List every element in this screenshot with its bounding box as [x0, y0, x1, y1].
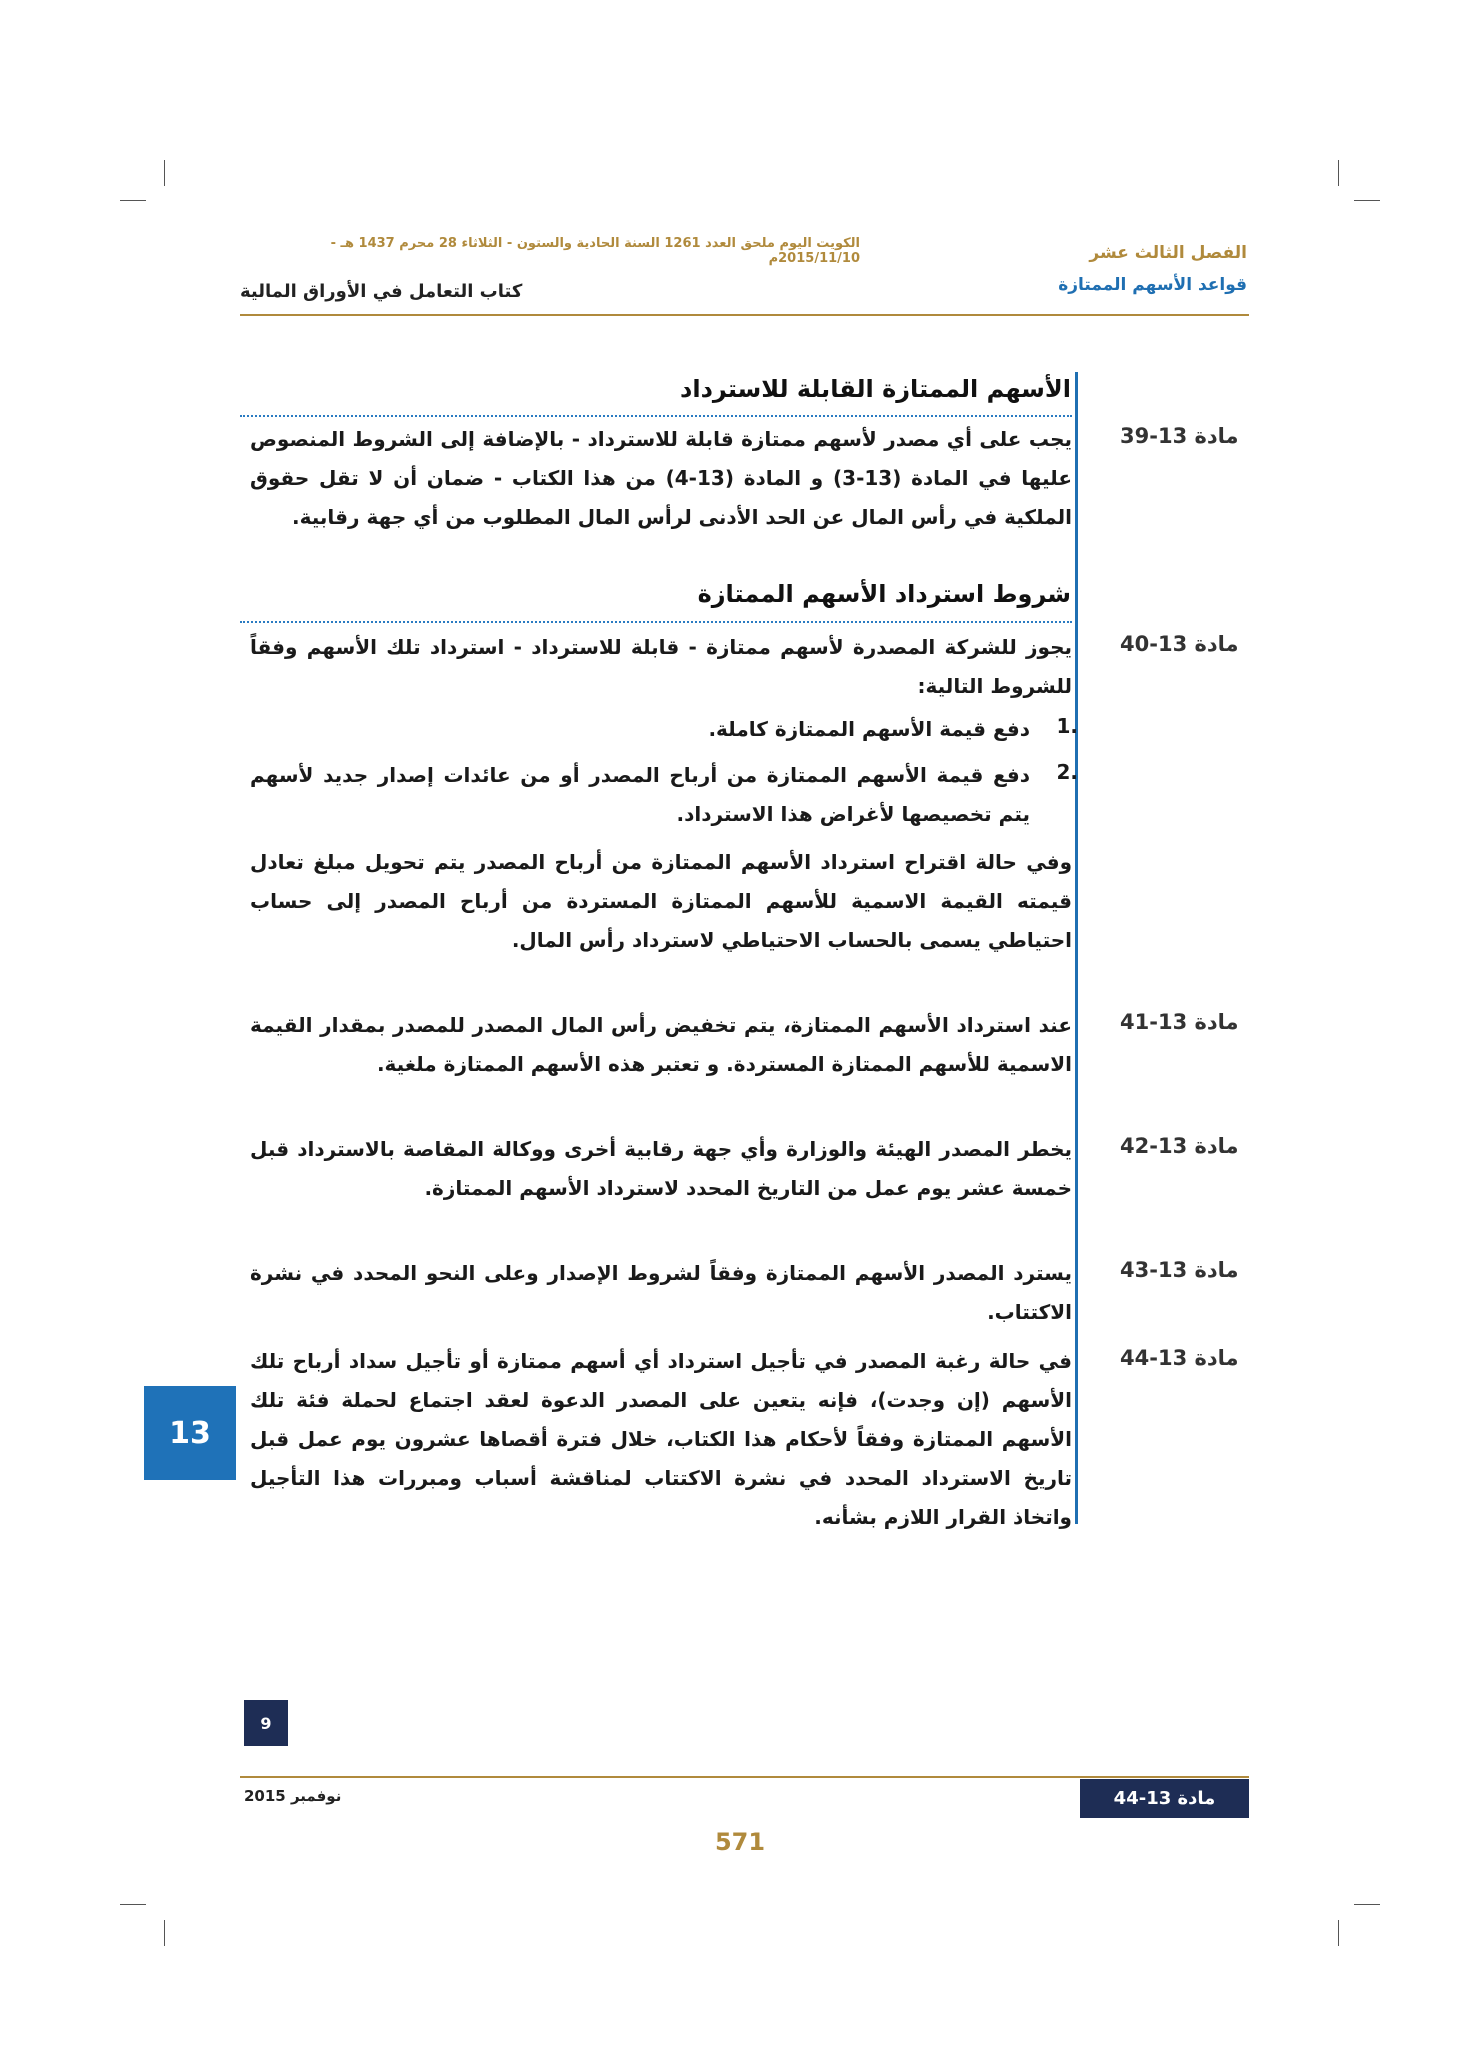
section-heading: الأسهم الممتازة القابلة للاسترداد [680, 375, 1071, 403]
gazette-info: الكويت اليوم ملحق العدد 1261 السنة الحادية والستون - الثلاثاء 28 محرم 1437 هـ - 2015/11/10م [330, 236, 860, 266]
article-label: مادة 13-44 [1120, 1346, 1239, 1370]
article-text: يسترد المصدر الأسهم الممتازة وفقاً لشروط الإصدار وعلى النحو المحدد في نشرة الاكتتاب. [250, 1261, 1072, 1324]
chapter-tab: 13 [144, 1386, 236, 1480]
article-text: يخطر المصدر الهيئة والوزارة وأي جهة رقابية أخرى ووكالة المقاصة بالاسترداد قبل خمسة عشر يوم عمل من التاريخ المحدد لاسترداد الأسهم الممتازة. [250, 1137, 1072, 1200]
article-label: مادة 13-42 [1120, 1134, 1239, 1158]
chapter-subtitle: قواعد الأسهم الممتازة [1058, 275, 1247, 295]
article-range-box: مادة 13-44 [1080, 1779, 1249, 1818]
article-label: مادة 13-43 [1120, 1258, 1239, 1282]
crop-mark [1354, 200, 1380, 201]
article-label: مادة 13-40 [1120, 632, 1239, 656]
chapter-title: الفصل الثالث عشر [1089, 243, 1247, 263]
crop-mark [1354, 1904, 1380, 1905]
footer-date: نوفمبر 2015 [244, 1787, 342, 1805]
list-item: دفع قيمة الأسهم الممتازة من أرباح المصدر أو من عائدات إصدار جديد لأسهم يتم تخصيصها لأغراض هذا الاسترداد. [250, 763, 1030, 826]
article-label: مادة 13-39 [1120, 424, 1239, 448]
crop-mark [120, 200, 146, 201]
content-margin-line [1075, 372, 1078, 1524]
article-label: مادة 13-41 [1120, 1010, 1239, 1034]
page-box: 9 [244, 1700, 288, 1746]
section-divider [240, 621, 1072, 623]
header-rule [240, 314, 1249, 316]
article-text: يجوز للشركة المصدرة لأسهم ممتازة - قابلة للاسترداد - استرداد تلك الأسهم وفقاً للشروط التالية: [250, 635, 1072, 698]
list-number: 2. [1056, 760, 1078, 784]
section-heading: شروط استرداد الأسهم الممتازة [697, 580, 1071, 608]
crop-mark [164, 1920, 165, 1946]
article-text: يجب على أي مصدر لأسهم ممتازة قابلة للاسترداد - بالإضافة إلى الشروط المنصوص عليها في المادة (13-3) و المادة (13-4) من هذا الكتاب - ضمان أن لا تقل حقوق الملكية في رأس المال عن الحد الأدنى لرأس المال المطلوب من أي جهة رقابية. [250, 427, 1072, 529]
crop-mark [1338, 160, 1339, 186]
list-item: دفع قيمة الأسهم الممتازة كاملة. [708, 717, 1030, 741]
page-number: 571 [714, 1828, 766, 1856]
article-text: في حالة رغبة المصدر في تأجيل استرداد أي أسهم ممتازة أو تأجيل سداد أرباح تلك الأسهم (إن وجدت)، فإنه يتعين على المصدر الدعوة لعقد اجتماع لحملة فئة تلك الأسهم الممتازة وفقاً لأحكام هذا الكتاب، خلال فترة أقصاها عشرون يوم عمل قبل تاريخ الاسترداد المحدد في نشرة الاكتتاب لمناقشة أسباب ومبررات هذا التأجيل واتخاذ القرار اللازم بشأنه. [250, 1349, 1072, 1529]
crop-mark [164, 160, 165, 186]
article-text: عند استرداد الأسهم الممتازة، يتم تخفيض رأس المال المصدر للمصدر بمقدار القيمة الاسمية للأسهم الممتازة المستردة. و تعتبر هذه الأسهم الممتازة ملغية. [250, 1013, 1072, 1076]
article-text: وفي حالة اقتراح استرداد الأسهم الممتازة من أرباح المصدر يتم تحويل مبلغ تعادل قيمته القيمة الاسمية للأسهم الممتازة المستردة من أرباح المصدر إلى حساب احتياطي يسمى بالحساب الاحتياطي لاسترداد رأس المال. [250, 850, 1072, 952]
section-divider [240, 415, 1072, 417]
book-title: كتاب التعامل في الأوراق المالية [240, 281, 523, 302]
list-number: 1. [1056, 714, 1078, 738]
crop-mark [120, 1904, 146, 1905]
footer-rule [240, 1776, 1249, 1778]
crop-mark [1338, 1920, 1339, 1946]
